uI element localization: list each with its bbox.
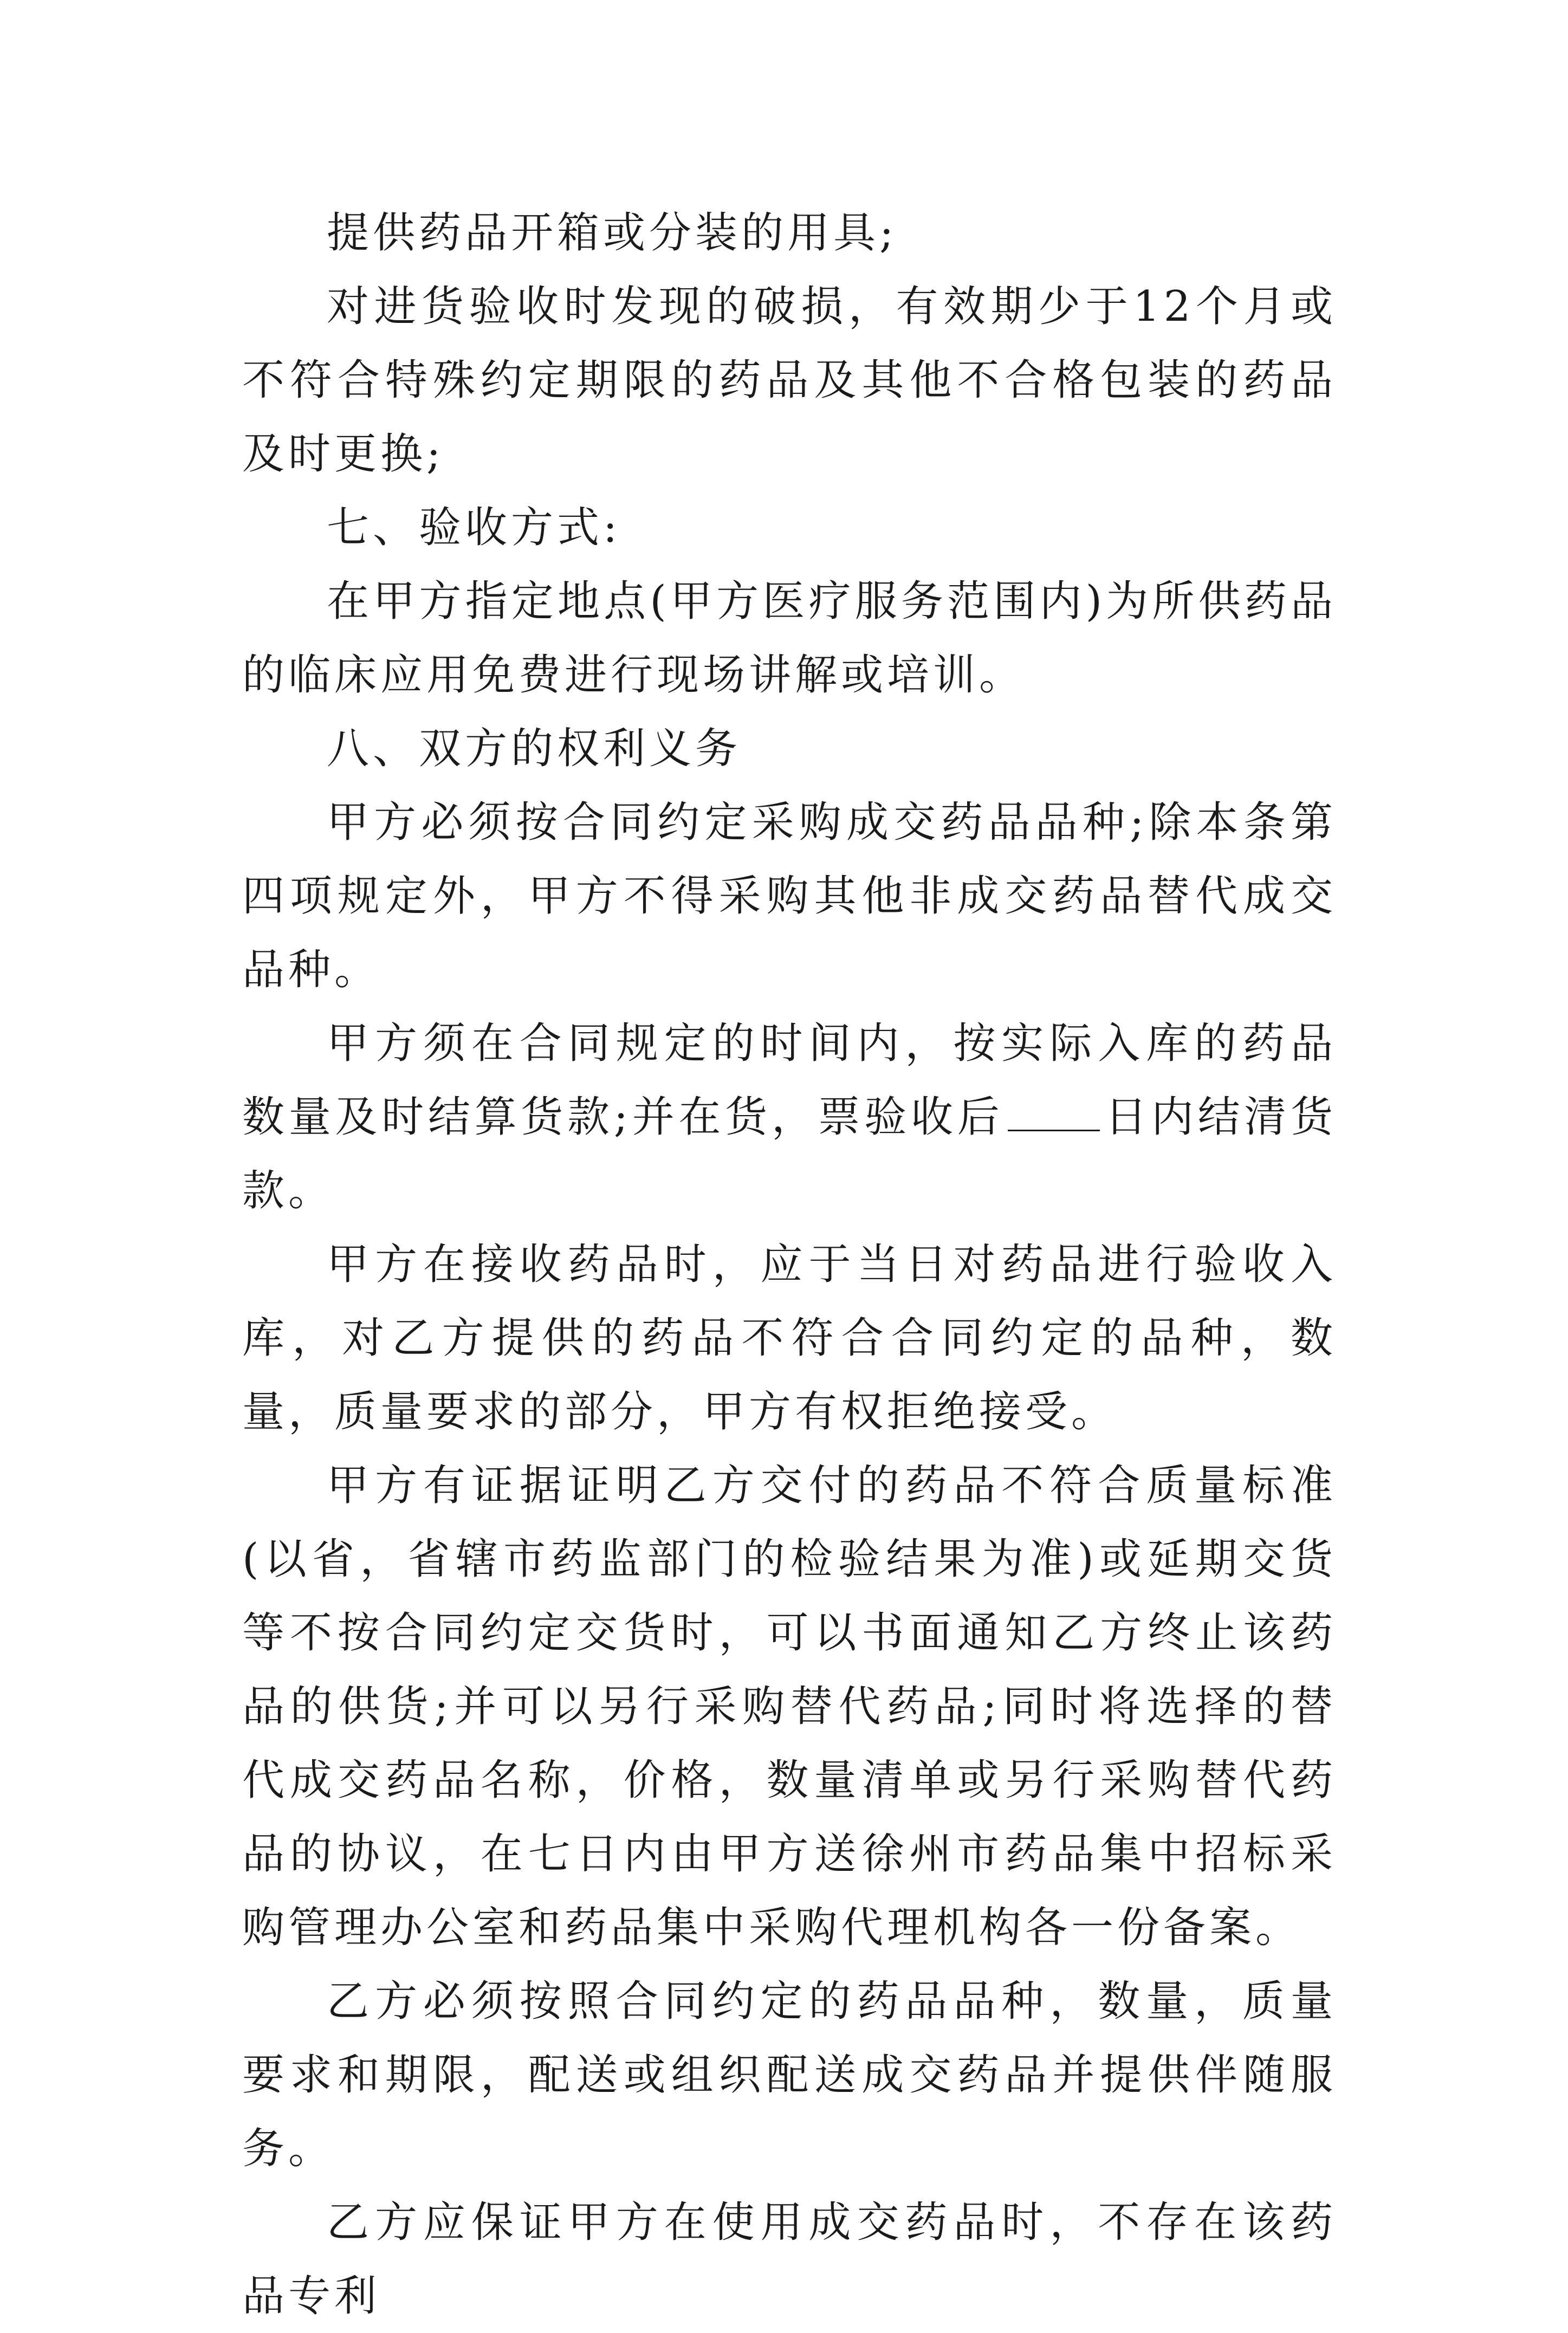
paragraph-replacement: 对进货验收时发现的破损，有效期少于12个月或不符合特殊约定期限的药品及其他不合格包装的药品及时更换; [242,282,1337,478]
paragraph-purchase: 甲方必须按合同约定采购成交药品品种;除本条第四项规定外，甲方不得采购其他非成交药品替代成交品种。 [242,798,1337,994]
paragraph-quality-evidence: 甲方有证据证明乙方交付的药品不符合质量标准(以省，省辖市药监部门的检验结果为准)或延期交货等不按合同约定交货时，可以书面通知乙方终止该药品的供货;并可以另行采购替代药品;同时将选择的替代成交药品名称，价格，数量清单或另行采购替代药品的协议，在七日内由甲方送徐州市药品集中招标采购管理办公室和药品集中采购代理机构各一份备案。 [242,1461,1337,1952]
fill-in-blank-days [1008,1092,1100,1131]
paragraph-training: 在甲方指定地点(甲方医疗服务范围内)为所供药品的临床应用免费进行现场讲解或培训。 [242,577,1337,699]
document-body [242,196,1337,2333]
section-heading-acceptance: 七、验收方式: [327,503,621,552]
paragraph-delivery: 乙方必须按照合同约定的药品品种，数量，质量要求和期限，配送或组织配送成交药品并提供伴随服务。 [242,1977,1337,2173]
settlement-text-after: 日内结清货款。 [242,1093,1337,1215]
section-heading-rights: 八、双方的权利义务 [327,724,742,773]
paragraph-tools: 提供药品开箱或分装的用具; [327,209,898,257]
paragraph-patent: 乙方应保证甲方在使用成交药品时，不存在该药品专利 [242,2198,1337,2321]
paragraph-receiving: 甲方在接收药品时，应于当日对药品进行验收入库，对乙方提供的药品不符合合同约定的品种，数量，质量要求的部分，甲方有权拒绝接受。 [242,1240,1337,1436]
paragraph-settlement [242,1007,1337,1228]
settlement-text-before: 甲方须在合同规定的时间内，按实际入库的药品数量及时结算货款;并在货，票验收后 [242,1019,1337,1142]
